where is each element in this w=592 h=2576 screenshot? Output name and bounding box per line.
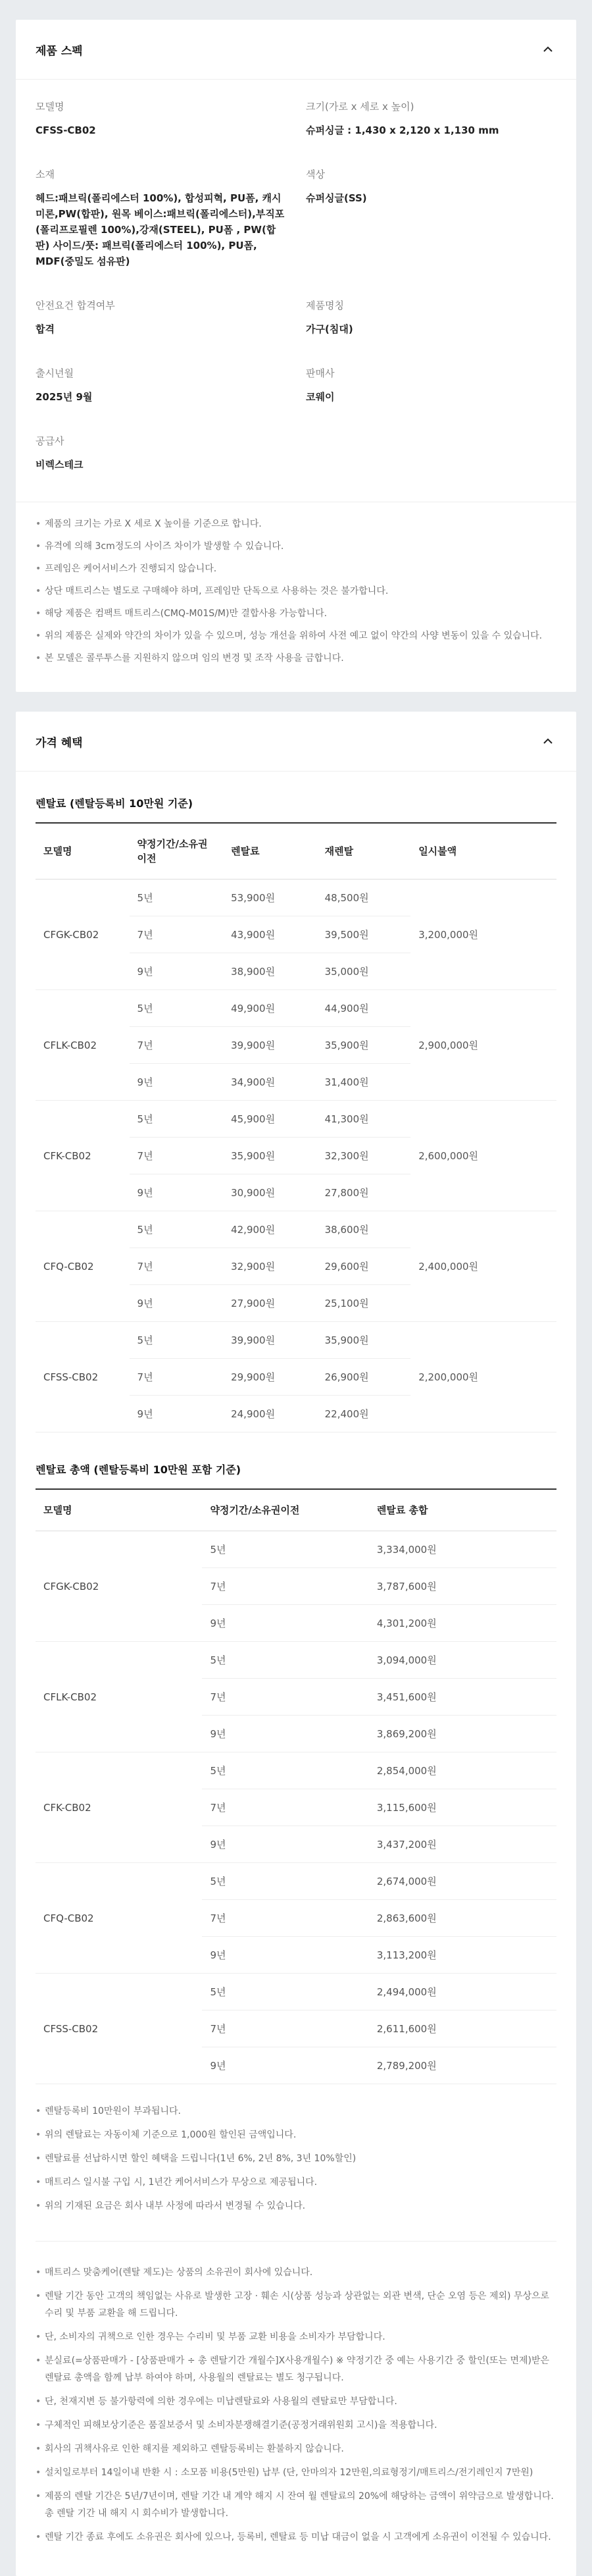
period-cell: 5년 xyxy=(130,990,224,1027)
price-notes-b xyxy=(16,2251,576,2563)
note-item: • 회사의 귀책사유로 인한 해지를 제외하고 렌탈등록비는 환불하지 않습니다. xyxy=(36,2440,556,2458)
spec-title: 제품 스펙 xyxy=(36,44,83,58)
rerental-cell: 27,800원 xyxy=(317,1174,411,1211)
spec-item xyxy=(306,167,556,269)
spec-value: 가구(침대) xyxy=(306,323,353,335)
total-cell: 3,869,200원 xyxy=(369,1716,556,1752)
total-cell: 3,451,600원 xyxy=(369,1679,556,1716)
period-cell: 7년 xyxy=(130,1359,224,1396)
rerental-cell: 41,300원 xyxy=(317,1101,411,1138)
fee-cell: 24,900원 xyxy=(223,1396,317,1433)
total-cell: 2,494,000원 xyxy=(369,1974,556,2011)
period-cell: 5년 xyxy=(202,1974,368,2011)
total-cell: 2,789,200원 xyxy=(369,2047,556,2084)
table-row xyxy=(36,1752,556,1789)
rerental-cell: 48,500원 xyxy=(317,880,411,916)
total-cell: 2,674,000원 xyxy=(369,1863,556,1900)
note-item: • 렌탈 기간 종료 후에도 소유권은 회사에 있으나, 등록비, 렌탈료 등 미납 대금이 없을 시 고객에게 소유권이 이전될 수 있습니다. xyxy=(36,2529,556,2546)
total-cell: 3,787,600원 xyxy=(369,1568,556,1605)
fee-cell: 53,900원 xyxy=(223,880,317,916)
period-cell: 9년 xyxy=(130,1396,224,1433)
total-cell: 3,334,000원 xyxy=(369,1531,556,1568)
table-row xyxy=(36,1322,556,1359)
spec-value: 슈퍼싱글(SS) xyxy=(306,192,367,204)
period-cell: 5년 xyxy=(130,1101,224,1138)
spec-value: CFSS-CB02 xyxy=(36,124,96,136)
lump-sum-cell: 2,900,000원 xyxy=(410,990,556,1101)
period-cell: 7년 xyxy=(130,1248,224,1285)
period-cell: 7년 xyxy=(130,916,224,953)
model-cell: CFGK-CB02 xyxy=(36,880,130,990)
table-row xyxy=(36,880,556,916)
note-item: • 단, 소비자의 귀책으로 인한 경우는 수리비 및 부품 교환 비용을 소비자가 부담합니다. xyxy=(36,2328,556,2346)
total-cell: 3,115,600원 xyxy=(369,1789,556,1826)
notes-divider xyxy=(36,2241,556,2242)
period-cell: 9년 xyxy=(130,1285,224,1322)
spec-notes xyxy=(16,502,576,692)
fee-cell: 39,900원 xyxy=(223,1027,317,1064)
total-cell: 4,301,200원 xyxy=(369,1605,556,1642)
spec-value: 합격 xyxy=(36,323,55,335)
price-notes-a xyxy=(16,2084,576,2232)
fee-cell: 45,900원 xyxy=(223,1101,317,1138)
note-item: • 유격에 의해 3cm정도의 사이즈 차이가 발생할 수 있습니다. xyxy=(36,538,556,555)
note-item: • 매트리스 일시불 구입 시, 1년간 케어서비스가 무상으로 제공됩니다. xyxy=(36,2174,556,2191)
rerental-cell: 35,900원 xyxy=(317,1027,411,1064)
period-cell: 7년 xyxy=(130,1138,224,1174)
total-cell: 2,863,600원 xyxy=(369,1900,556,1937)
model-cell: CFQ-CB02 xyxy=(36,1211,130,1322)
column-header: 약정기간/소유권이전 xyxy=(130,823,224,880)
model-cell: CFSS-CB02 xyxy=(36,1322,130,1433)
period-cell: 5년 xyxy=(202,1531,368,1568)
note-item: • 매트리스 맞춤케어(렌탈 제도)는 상품의 소유권이 회사에 있습니다. xyxy=(36,2264,556,2281)
period-cell: 5년 xyxy=(130,880,224,916)
rental-fee-table xyxy=(36,822,556,1433)
model-cell: CFGK-CB02 xyxy=(36,1531,202,1642)
period-cell: 9년 xyxy=(202,1605,368,1642)
total-cell: 3,094,000원 xyxy=(369,1642,556,1679)
note-item: • 렌탈등록비 10만원이 부과됩니다. xyxy=(36,2103,556,2120)
total-cell: 2,854,000원 xyxy=(369,1752,556,1789)
spec-item xyxy=(36,99,286,138)
product-spec-card xyxy=(16,20,576,692)
rerental-cell: 22,400원 xyxy=(317,1396,411,1433)
note-item: • 해당 제품은 컴팩트 매트리스(CMQ-M01S/M)만 결합사용 가능합니다. xyxy=(36,605,556,622)
chevron-up-icon[interactable] xyxy=(539,41,556,58)
model-cell: CFLK-CB02 xyxy=(36,990,130,1101)
period-cell: 7년 xyxy=(130,1027,224,1064)
column-header: 재렌탈 xyxy=(317,823,411,880)
note-item: • 설치일로부터 14일이내 반환 시 : 소모품 비용(5만원) 납부 (단, 안마의자 12만원,의료형정기/매트리스/전기레인지 7만원) xyxy=(36,2464,556,2481)
note-item: • 렌탈료를 선납하시면 할인 혜택을 드립니다(1년 6%, 2년 8%, 3년 10%할인) xyxy=(36,2150,556,2167)
price-header[interactable] xyxy=(16,712,576,772)
rerental-cell: 35,000원 xyxy=(317,953,411,990)
period-cell: 7년 xyxy=(202,1900,368,1937)
period-cell: 5년 xyxy=(202,1752,368,1789)
spec-item xyxy=(36,298,286,337)
fee-cell: 30,900원 xyxy=(223,1174,317,1211)
period-cell: 9년 xyxy=(130,1174,224,1211)
column-header: 약정기간/소유권이전 xyxy=(202,1489,368,1531)
model-cell: CFLK-CB02 xyxy=(36,1642,202,1752)
total-cell: 3,437,200원 xyxy=(369,1826,556,1863)
fee-cell: 34,900원 xyxy=(223,1064,317,1101)
spec-value: 슈퍼싱글 : 1,430 x 2,120 x 1,130 mm xyxy=(306,124,499,136)
rental-fee-title: 렌탈료 (렌탈등록비 10만원 기준) xyxy=(36,797,193,810)
spec-label: 색상 xyxy=(306,169,325,180)
fee-cell: 32,900원 xyxy=(223,1248,317,1285)
period-cell: 5년 xyxy=(130,1211,224,1248)
spec-label: 출시년월 xyxy=(36,367,74,379)
spec-item xyxy=(306,99,556,138)
note-item: • 상단 매트리스는 별도로 구매해야 하며, 프레임만 단독으로 사용하는 것은 불가합니다. xyxy=(36,583,556,600)
period-cell: 7년 xyxy=(202,1789,368,1826)
fee-cell: 43,900원 xyxy=(223,916,317,953)
table-row xyxy=(36,1863,556,1900)
rerental-cell: 32,300원 xyxy=(317,1138,411,1174)
fee-cell: 49,900원 xyxy=(223,990,317,1027)
table-row xyxy=(36,1101,556,1138)
fee-cell: 27,900원 xyxy=(223,1285,317,1322)
rental-total-title: 렌탈료 총액 (렌탈등록비 10만원 포함 기준) xyxy=(36,1463,241,1476)
note-item: • 분실료(=상품판매가 - [상품판매가 ÷ 총 렌탈기간 개월수]X사용개월수) ※ 약정기간 중 예는 사용기간 중 할인(또는 면제)받은 렌탈료 총액을 함께 납부 하여야 하며, 사용월의 렌탈료는 별도 청구됩니다. xyxy=(36,2352,556,2386)
spec-item xyxy=(306,298,556,337)
column-header: 일시불액 xyxy=(410,823,556,880)
fee-cell: 42,900원 xyxy=(223,1211,317,1248)
spec-item xyxy=(36,366,286,405)
spec-label: 모델명 xyxy=(36,101,64,113)
table-header-row xyxy=(36,1489,556,1531)
table-row xyxy=(36,1531,556,1568)
spec-grid xyxy=(16,80,576,502)
note-item: • 제품의 렌탈 기간은 5년/7년이며, 렌탈 기간 내 계약 해지 시 잔여 월 렌탈료의 20%에 해당하는 금액이 위약금으로 발생합니다. 총 렌탈 기간 내 해지 시 회수비가 발생합니다. xyxy=(36,2488,556,2522)
rerental-cell: 35,900원 xyxy=(317,1322,411,1359)
note-item: • 렌탈 기간 동안 고객의 책임없는 사유로 발생한 고장 · 훼손 시(상품 성능과 상관없는 외관 변색, 단순 오염 등은 제외) 무상으로 수리 및 부품 교환을 해 드립니다. xyxy=(36,2288,556,2322)
rerental-cell: 26,900원 xyxy=(317,1359,411,1396)
model-cell: CFSS-CB02 xyxy=(36,1974,202,2084)
spec-label: 제품명칭 xyxy=(306,300,344,311)
total-cell: 2,611,600원 xyxy=(369,2011,556,2047)
price-title: 가격 혜택 xyxy=(36,736,83,750)
table-header-row xyxy=(36,823,556,880)
spec-item xyxy=(36,167,286,269)
note-item: • 단, 천재지변 등 불가항력에 의한 경우에는 미납렌탈료와 사용월의 렌탈료만 부담합니다. xyxy=(36,2393,556,2410)
rerental-cell: 25,100원 xyxy=(317,1285,411,1322)
column-header: 모델명 xyxy=(36,823,130,880)
period-cell: 7년 xyxy=(202,1568,368,1605)
rerental-cell: 38,600원 xyxy=(317,1211,411,1248)
lump-sum-cell: 2,400,000원 xyxy=(410,1211,556,1322)
note-item: • 위의 기재된 요금은 회사 내부 사정에 따라서 변경될 수 있습니다. xyxy=(36,2197,556,2215)
price-benefit-card xyxy=(16,712,576,2576)
spec-value: 2025년 9월 xyxy=(36,391,93,403)
spec-label: 안전요건 합격여부 xyxy=(36,300,115,311)
period-cell: 9년 xyxy=(202,1826,368,1863)
spec-label: 소재 xyxy=(36,169,55,180)
chevron-up-icon[interactable] xyxy=(539,733,556,750)
table-row xyxy=(36,1974,556,2011)
column-header: 모델명 xyxy=(36,1489,202,1531)
lump-sum-cell: 2,600,000원 xyxy=(410,1101,556,1211)
lump-sum-cell: 2,200,000원 xyxy=(410,1322,556,1433)
total-cell: 3,113,200원 xyxy=(369,1937,556,1974)
table-row xyxy=(36,1211,556,1248)
rerental-cell: 29,600원 xyxy=(317,1248,411,1285)
period-cell: 9년 xyxy=(130,1064,224,1101)
rerental-cell: 44,900원 xyxy=(317,990,411,1027)
note-item: • 프레임은 케어서비스가 진행되지 않습니다. xyxy=(36,560,556,577)
table-row xyxy=(36,990,556,1027)
period-cell: 9년 xyxy=(202,2047,368,2084)
fee-cell: 39,900원 xyxy=(223,1322,317,1359)
spec-value: 헤드:패브릭(폴리에스터 100%), 합성피혁, PU폼, 캐시미론,PW(합판), 원목 베이스:패브릭(폴리에스터),부직포(폴리프로필렌 100%),강재(STEEL), PU폼 , PW(합판) 사이드/풋: 패브릭(폴리에스터 100%), PU폼, MDF(중밀도 섬유판) xyxy=(36,192,285,267)
period-cell: 9년 xyxy=(202,1716,368,1752)
note-item: • 구체적인 피해보상기준은 품질보증서 및 소비자분쟁해결기준(공정거래위원회 고시)을 적용합니다. xyxy=(36,2417,556,2434)
fee-cell: 38,900원 xyxy=(223,953,317,990)
spec-item xyxy=(36,434,286,473)
spec-header[interactable] xyxy=(16,20,576,80)
model-cell: CFK-CB02 xyxy=(36,1752,202,1863)
rerental-cell: 31,400원 xyxy=(317,1064,411,1101)
period-cell: 9년 xyxy=(130,953,224,990)
period-cell: 7년 xyxy=(202,2011,368,2047)
spec-label: 공급사 xyxy=(36,435,64,447)
spec-label: 크기(가로 x 세로 x 높이) xyxy=(306,101,414,113)
fee-cell: 35,900원 xyxy=(223,1138,317,1174)
rerental-cell: 39,500원 xyxy=(317,916,411,953)
rental-total-table xyxy=(36,1488,556,2084)
model-cell: CFK-CB02 xyxy=(36,1101,130,1211)
period-cell: 9년 xyxy=(202,1937,368,1974)
note-item: • 본 모델은 콜루투스를 지원하지 않으며 임의 변경 및 조작 사용을 금합니다. xyxy=(36,650,556,667)
note-item: • 위의 렌탈료는 자동이체 기준으로 1,000원 할인된 금액입니다. xyxy=(36,2126,556,2143)
note-item: • 위의 제품은 실제와 약간의 차이가 있을 수 있으며, 성능 개선을 위하여 사전 예고 없이 약간의 사양 변동이 있을 수 있습니다. xyxy=(36,627,556,644)
period-cell: 5년 xyxy=(130,1322,224,1359)
column-header: 렌탈료 xyxy=(223,823,317,880)
fee-cell: 29,900원 xyxy=(223,1359,317,1396)
period-cell: 5년 xyxy=(202,1642,368,1679)
spec-value: 코웨이 xyxy=(306,391,335,403)
column-header: 렌탈료 총합 xyxy=(369,1489,556,1531)
table-row xyxy=(36,1642,556,1679)
note-item: • 제품의 크기는 가로 X 세로 X 높이를 기준으로 합니다. xyxy=(36,515,556,533)
model-cell: CFQ-CB02 xyxy=(36,1863,202,1974)
period-cell: 5년 xyxy=(202,1863,368,1900)
spec-value: 비렉스테크 xyxy=(36,459,84,471)
spec-label: 판매사 xyxy=(306,367,335,379)
period-cell: 7년 xyxy=(202,1679,368,1716)
lump-sum-cell: 3,200,000원 xyxy=(410,880,556,990)
spec-item xyxy=(306,366,556,405)
